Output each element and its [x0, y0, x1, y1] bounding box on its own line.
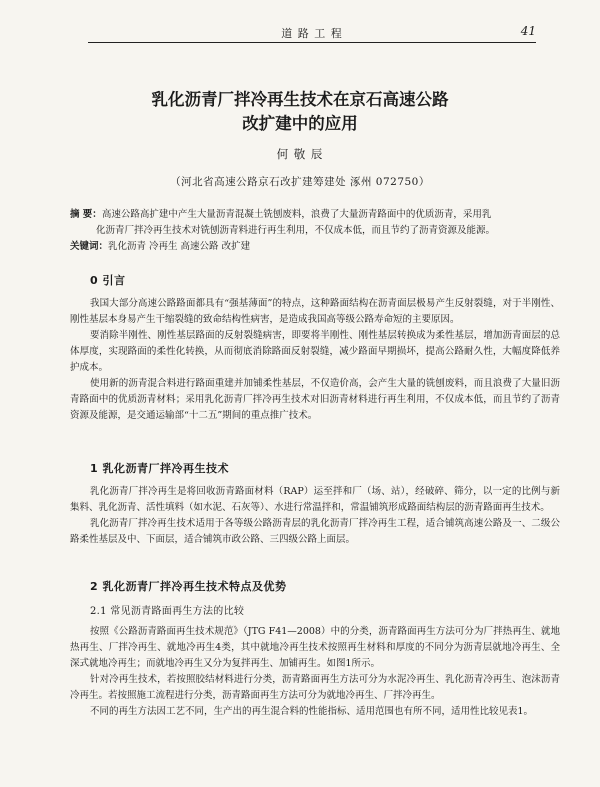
section-2-1-body: [70, 624, 560, 720]
paragraph: 要消除半刚性、刚性基层路面的反射裂缝病害，即要将半刚性、刚性基层转换成为柔性基层，增加沥青面层的总体厚度，实现路面的柔性化转换，从而彻底消除路面反射裂缝，减少路面早期损坏，提高公路耐久性，大幅度降低养护成本。: [70, 330, 560, 373]
paragraph: 我国大部分高速公路路面都具有“强基薄面”的特点，这种路面结构在沥青面层极易产生反射裂缝，对于半刚性、刚性基层本身易产生干缩裂缝的致命结构性病害，是造成我国高等级公路寿命短的主要原因。: [70, 298, 560, 325]
paragraph: 乳化沥青厂拌冷再生是将回收沥青路面材料（RAP）运至拌和厂（场、站），经破碎、筛分，以一定的比例与新集料、乳化沥青、活性填料（如水泥、石灰等）、水进行常温拌和，常温铺筑形成路面结构层的沥青路面再生技术。: [70, 486, 560, 513]
section-2-heading: 2 乳化沥青厂拌冷再生技术特点及优势: [90, 580, 287, 593]
title-line-1: 乳化沥青厂拌冷再生技术在京石高速公路: [151, 90, 449, 109]
section-0-heading: 0 引言: [90, 274, 126, 287]
paragraph: 不同的再生方法因工艺不同，生产出的再生混合料的性能指标、适用范围也有所不同，适用性比较见表1。: [90, 706, 534, 717]
affiliation: （河北省高速公路京石改扩建筹建处 涿州 072750）: [170, 176, 430, 188]
paragraph: 针对冷再生技术，若按照胶结材料进行分类，沥青路面再生方法可分为水泥冷再生、乳化沥青冷再生、泡沫沥青冷再生。若按照施工流程进行分类，沥青路面再生方法可分为就地冷再生、厂拌冷再生。: [70, 674, 560, 701]
section-1-body: [70, 484, 560, 548]
abstract-line-1: 高速公路高扩建中产生大量沥青混凝土铣刨废料，浪费了大量沥青路面中的优质沥青，采用乳: [101, 209, 492, 220]
author: 何 敬 辰: [276, 147, 324, 161]
paper-title: [60, 88, 540, 136]
section-0-body: [70, 296, 560, 424]
abstract-line-2: 化沥青厂拌冷再生技术对铣刨沥青料进行再生利用，不仅成本低，而且节约了沥青资源及能源。: [96, 225, 496, 236]
page-number: 41: [520, 24, 536, 38]
title-line-2: 改扩建中的应用: [242, 114, 358, 133]
abstract-label: 摘 要：: [70, 209, 102, 220]
journal-name: 道 路 工 程: [281, 27, 343, 40]
keywords-label: 关键词：: [70, 241, 109, 252]
running-head: [88, 24, 536, 43]
paragraph: 使用新的沥青混合料进行路面重建并加铺柔性基层，不仅造价高，会产生大量的铣刨废料，而且浪费了大量旧沥青路面中的优质沥青材料；采用乳化沥青厂拌冷再生技术对旧沥青材料进行再生利用，不仅成本低，而且节约了沥青资源及能源，是交通运输部“十二五”期间的重点推广技术。: [70, 378, 560, 421]
paragraph: 乳化沥青厂拌冷再生技术适用于各等级公路沥青层的乳化沥青厂拌冷再生工程，适合铺筑高速公路及一、二级公路柔性基层及中、下面层，适合铺筑市政公路、三四级公路上面层。: [70, 518, 560, 545]
keywords-text: 乳化沥青 冷再生 高速公路 改扩建: [108, 241, 251, 252]
paragraph: 按照《公路沥青路面再生技术规范》（JTG F41—2008）中的分类，沥青路面再生方法可分为厂拌热再生、就地热再生、厂拌冷再生、就地冷再生4类，其中就地冷再生技术按照再生材料和厚度的不同分为沥青层就地冷再生、全深式就地冷再生；而就地冷再生又分为复拌再生、加铺再生。如图1所示。: [70, 626, 560, 669]
abstract-block: [70, 207, 560, 255]
section-2-1-heading: 2.1 常见沥青路面再生方法的比较: [90, 606, 245, 617]
section-1-heading: 1 乳化沥青厂拌冷再生技术: [90, 462, 229, 475]
